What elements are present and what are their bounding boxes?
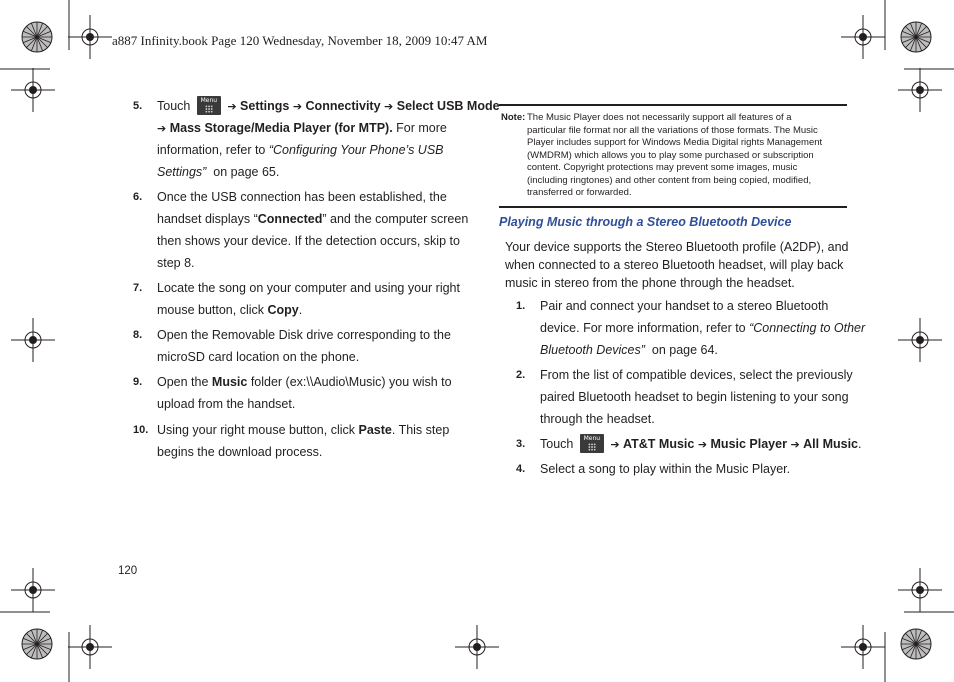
connected-label: Connected [257, 212, 323, 226]
copy-label: Copy [267, 303, 299, 317]
step-6: 6. Once the USB connection has been established, the handset displays “Connected” and the computer screen then shows your device. If the detection occurs, skip to step 8. [133, 186, 473, 274]
select-usb-label: Select USB Mode [396, 99, 500, 113]
registration-wheel-bottom-right [901, 629, 931, 659]
note-line: particular file format nor all the variations of those formats. The Music [527, 124, 818, 136]
step-number: 9. [133, 376, 143, 388]
arrow-icon: ➔ [227, 100, 237, 113]
all-music-label: All Music [803, 437, 859, 451]
page-number: 120 [118, 565, 138, 577]
menu-key-icon: Menu [197, 96, 221, 115]
connectivity-label: Connectivity [305, 99, 381, 113]
step-5: 5. Touch Menu ➔ Settings ➔ Connectivity ➔ Select USB Mode ➔ Mass Storage/Media Player (for MTP). For more information, refer to “Configuring Your Phone’s USB Settings” on page 65. [133, 97, 500, 179]
arrow-icon: ➔ [790, 438, 800, 451]
music-folder-label: Music [211, 375, 248, 389]
step-2: 2. From the list of compatible devices, select the previously paired Bluetooth headset to begin listening to your song through the headset. [516, 364, 856, 430]
step-number: 5. [133, 100, 143, 112]
step-7: 7. Locate the song on your computer and using your right mouse button, click Copy. [133, 277, 473, 321]
note-line: The Music Player does not necessarily support all features of a [527, 112, 792, 123]
step-number: 8. [133, 329, 143, 341]
step-number: 1. [516, 300, 526, 312]
step-number: 4. [516, 463, 526, 475]
music-player-label: Music Player [710, 437, 787, 451]
intro-line: when connected to a stereo Bluetooth headset, will play back [505, 258, 844, 272]
step-3: 3. Touch Menu ➔ AT&T Music ➔ Music Player ➔ All Music. [516, 433, 856, 455]
registration-wheel-bottom-left [22, 629, 52, 659]
arrow-icon: ➔ [384, 100, 394, 113]
cross-reference: “Connecting to Other [749, 321, 866, 335]
intro-line: Your device supports the Stereo Bluetooth profile (A2DP), and [505, 240, 849, 254]
note-line: transferred or forwarded. [527, 187, 632, 198]
note-line: Player includes support for Windows Media Digital rights Management [527, 137, 823, 148]
note-label: Note: [501, 112, 526, 123]
step-number: 6. [133, 191, 143, 203]
att-music-label: AT&T Music [623, 437, 695, 451]
mass-storage-label: Mass Storage/Media Player (for MTP). [169, 121, 393, 135]
step-number: 3. [516, 438, 526, 450]
section-heading: Playing Music through a Stereo Bluetooth Device [499, 215, 792, 229]
intro-line: music in stereo from the phone through the headset. [505, 276, 795, 290]
step-8: 8. Open the Removable Disk drive corresponding to the microSD card location on the phone. [133, 324, 473, 368]
note-line: content. Copyright protections may prevent some images, music [527, 162, 798, 173]
step-1: 1. Pair and connect your handset to a stereo Bluetooth device. For more information, refer to “Connecting to Other Bluetooth Devices” on page 64. [516, 295, 856, 361]
registration-wheel-top-left [22, 22, 52, 52]
step-9: 9. Open the Music folder (ex:\\Audio\Music) you wish to upload from the handset. [133, 371, 473, 415]
note-box [499, 104, 847, 208]
step-number: 7. [133, 282, 143, 294]
registration-wheel-top-right [901, 22, 931, 52]
cross-reference: Settings” [157, 165, 207, 179]
cross-reference: “Configuring Your Phone’s USB [268, 143, 444, 157]
arrow-icon: ➔ [610, 438, 620, 451]
cross-reference: Bluetooth Devices” [540, 343, 645, 357]
step-number: 2. [516, 369, 526, 381]
arrow-icon: ➔ [697, 438, 708, 451]
arrow-icon: ➔ [157, 122, 167, 135]
step-number: 10. [133, 424, 149, 436]
step-10: 10. Using your right mouse button, click Paste. This step begins the download process. [133, 419, 473, 463]
note-line: (WMDRM) which allows you to play some purchased or subscription [527, 149, 814, 161]
page-header: a887 Infinity.book Page 120 Wednesday, November 18, 2009 10:47 AM [112, 33, 488, 48]
touch-text: Touch [157, 99, 191, 113]
note-line: (including ringtones) and other content from being copied, modified, [527, 174, 812, 186]
settings-label: Settings [240, 99, 290, 113]
step-4: 4. Select a song to play within the Music Player. [516, 458, 856, 480]
paste-label: Paste [358, 423, 392, 437]
menu-key-icon: Menu [580, 434, 604, 453]
arrow-icon: ➔ [292, 100, 303, 113]
